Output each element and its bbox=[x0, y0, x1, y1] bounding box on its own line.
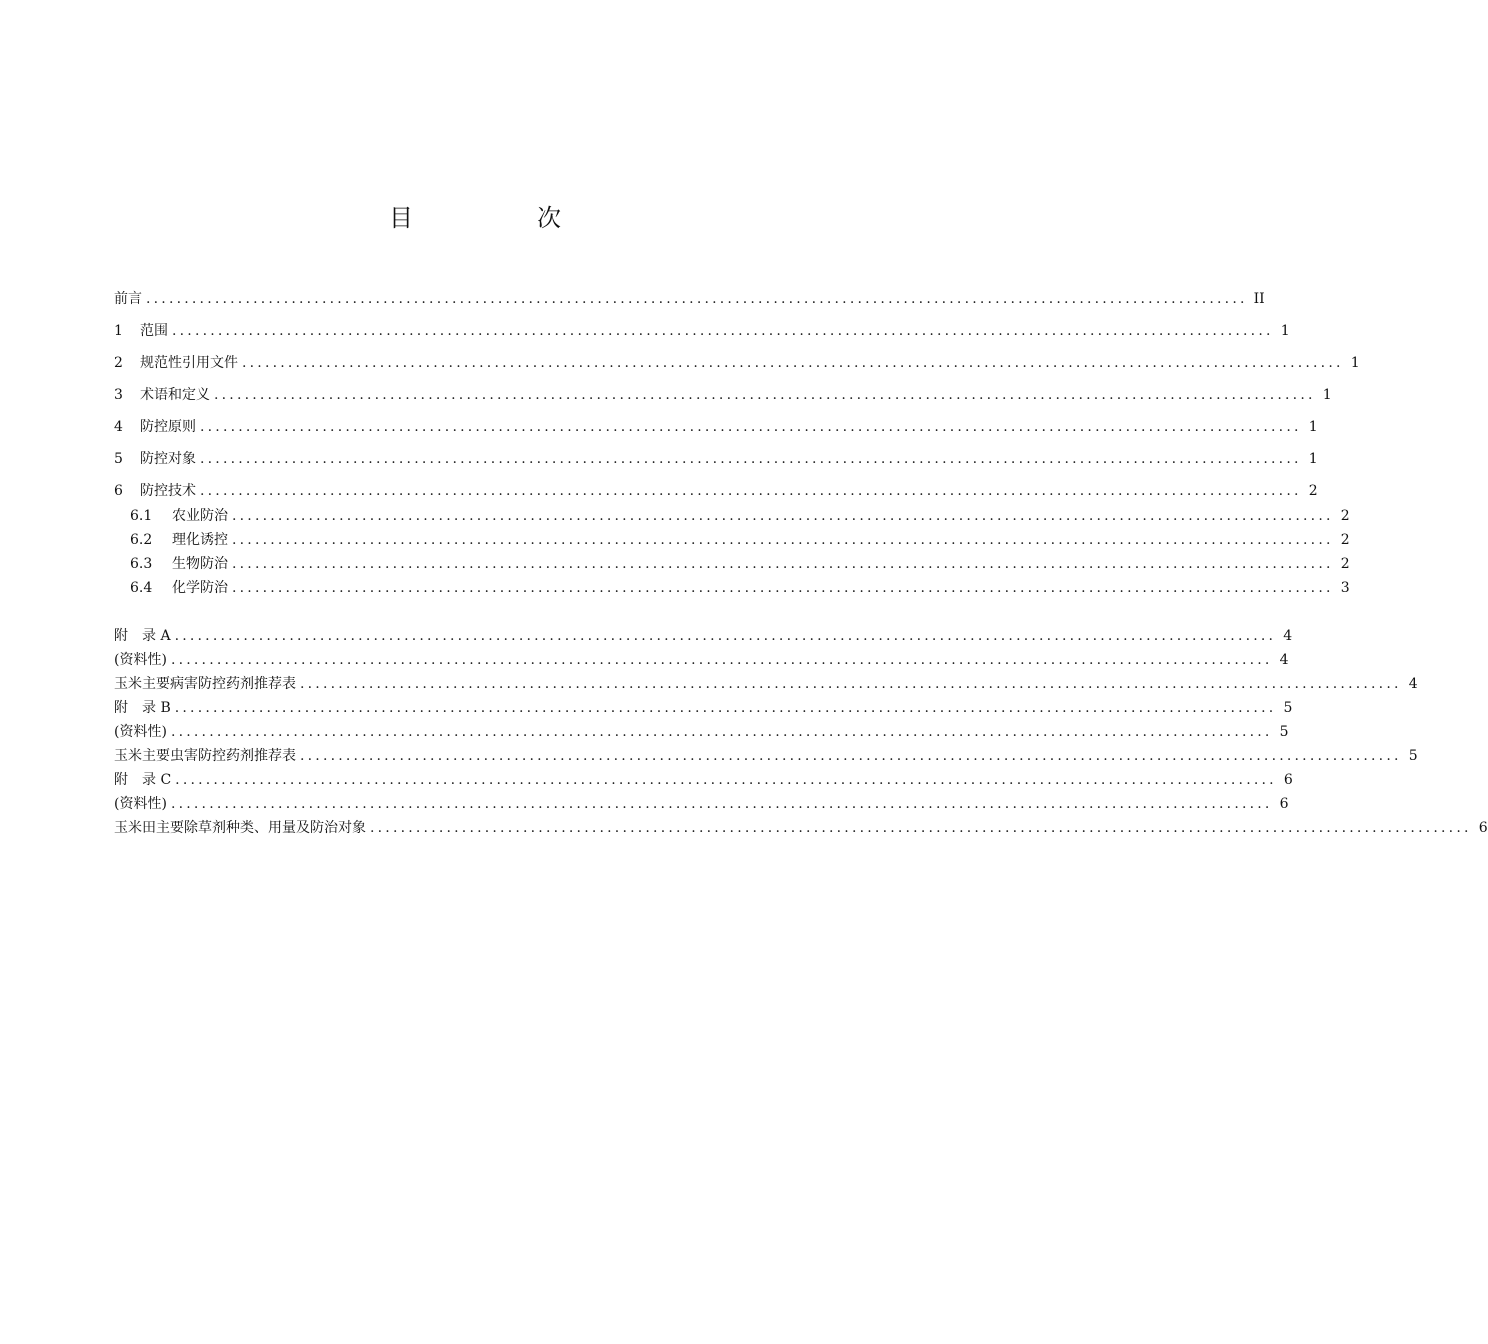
toc-label: 附 录 B bbox=[114, 700, 171, 716]
toc-entry-appendix-a[interactable] bbox=[114, 625, 1293, 647]
leader-dots: ................................................................................................................................................ bbox=[170, 652, 1273, 668]
toc-page-number: 1 bbox=[1308, 451, 1318, 467]
leader-dots: ................................................................................................................................................ bbox=[242, 355, 1344, 371]
toc-page-number: 2 bbox=[1340, 508, 1350, 524]
toc-page-number: 5 bbox=[1279, 724, 1289, 740]
toc-entry-physical-control[interactable] bbox=[130, 529, 1350, 551]
toc-section-number: 6 bbox=[114, 483, 123, 499]
toc-page-number: 6 bbox=[1283, 772, 1293, 788]
toc-entry-preface[interactable] bbox=[114, 288, 1265, 310]
leader-dots: ................................................................................................................................................ bbox=[146, 291, 1248, 307]
toc-label: 防控原则 bbox=[140, 419, 196, 435]
leader-dots: ................................................................................................................................................ bbox=[232, 556, 1334, 572]
toc-section-number: 6.1 bbox=[130, 508, 153, 524]
toc-label: 玉米主要虫害防控药剂推荐表 bbox=[114, 748, 296, 764]
toc-section-number: 4 bbox=[114, 419, 123, 435]
toc-section-number: 6.4 bbox=[130, 580, 153, 596]
toc-entry-biological-control[interactable] bbox=[130, 553, 1350, 575]
leader-dots: ................................................................................................................................................ bbox=[232, 532, 1334, 548]
toc-page-number: 1 bbox=[1350, 355, 1360, 371]
leader-dots: ................................................................................................................................................ bbox=[200, 483, 1302, 499]
toc-label: 防控对象 bbox=[140, 451, 196, 467]
toc-label: (资料性) bbox=[114, 796, 167, 812]
toc-entry-appendix-c-type[interactable] bbox=[114, 793, 1289, 815]
toc-entry-normative-references[interactable] bbox=[114, 352, 1360, 374]
leader-dots: ................................................................................................................................................ bbox=[200, 451, 1302, 467]
leader-dots: ................................................................................................................................................ bbox=[232, 508, 1334, 524]
toc-label: 规范性引用文件 bbox=[140, 355, 238, 371]
toc-page-number: 3 bbox=[1340, 580, 1350, 596]
toc-section-number: 6.2 bbox=[130, 532, 153, 548]
toc-entry-appendix-a-title[interactable] bbox=[114, 673, 1418, 695]
toc-page-number: 1 bbox=[1308, 419, 1318, 435]
toc-entry-appendix-c-title[interactable] bbox=[114, 817, 1488, 839]
leader-dots: ................................................................................................................................................ bbox=[300, 676, 1402, 692]
toc-label: 术语和定义 bbox=[140, 387, 210, 403]
leader-dots: ................................................................................................................................................ bbox=[175, 772, 1277, 788]
toc-label: 附 录 A bbox=[114, 628, 171, 644]
toc-page-number: II bbox=[1253, 291, 1265, 307]
toc-page-number: 1 bbox=[1322, 387, 1332, 403]
toc-page-number: 5 bbox=[1408, 748, 1418, 764]
toc-page-number: 2 bbox=[1340, 556, 1350, 572]
toc-section-number: 1 bbox=[114, 323, 123, 339]
toc-page-number: 1 bbox=[1280, 323, 1290, 339]
leader-dots: ................................................................................................................................................ bbox=[170, 796, 1273, 812]
toc-label: 玉米田主要除草剂种类、用量及防治对象 bbox=[114, 820, 366, 836]
toc-label: 化学防治 bbox=[172, 580, 228, 596]
toc-section-number: 5 bbox=[114, 451, 123, 467]
toc-entry-principles[interactable] bbox=[114, 416, 1318, 438]
toc-section-number: 6.3 bbox=[130, 556, 153, 572]
toc-label: 理化诱控 bbox=[172, 532, 228, 548]
toc-entry-agricultural-control[interactable] bbox=[130, 505, 1350, 527]
toc-page-number: 4 bbox=[1279, 652, 1289, 668]
toc-entry-scope[interactable] bbox=[114, 320, 1290, 342]
toc-entry-terms[interactable] bbox=[114, 384, 1332, 406]
leader-dots: ................................................................................................................................................ bbox=[300, 748, 1402, 764]
toc-entry-techniques[interactable] bbox=[114, 480, 1318, 502]
toc-label: 农业防治 bbox=[172, 508, 228, 524]
leader-dots: ................................................................................................................................................ bbox=[214, 387, 1316, 403]
toc-label: (资料性) bbox=[114, 652, 167, 668]
toc-page-number: 4 bbox=[1408, 676, 1418, 692]
toc-label: 玉米主要病害防控药剂推荐表 bbox=[114, 676, 296, 692]
toc-page-number: 2 bbox=[1340, 532, 1350, 548]
toc-entry-targets[interactable] bbox=[114, 448, 1318, 470]
toc-section-number: 3 bbox=[114, 387, 123, 403]
toc-entry-appendix-a-type[interactable] bbox=[114, 649, 1289, 671]
leader-dots: ................................................................................................................................................ bbox=[172, 323, 1274, 339]
leader-dots: ................................................................................................................................................ bbox=[174, 700, 1277, 716]
leader-dots: ................................................................................................................................................ bbox=[174, 628, 1277, 644]
toc-page-number: 6 bbox=[1279, 796, 1289, 812]
toc-entry-appendix-b-type[interactable] bbox=[114, 721, 1289, 743]
toc-label: 生物防治 bbox=[172, 556, 228, 572]
toc-label: 防控技术 bbox=[140, 483, 196, 499]
toc-label: (资料性) bbox=[114, 724, 167, 740]
toc-entry-appendix-b-title[interactable] bbox=[114, 745, 1418, 767]
leader-dots: ................................................................................................................................................ bbox=[170, 724, 1273, 740]
toc-entry-chemical-control[interactable] bbox=[130, 577, 1350, 599]
toc-page-number: 2 bbox=[1308, 483, 1318, 499]
toc-entry-appendix-b[interactable] bbox=[114, 697, 1293, 719]
leader-dots: ................................................................................................................................................ bbox=[232, 580, 1334, 596]
toc-section-number: 2 bbox=[114, 355, 123, 371]
page-title: 目 次 bbox=[389, 204, 611, 232]
toc-page-number: 4 bbox=[1283, 628, 1293, 644]
toc-label: 前言 bbox=[114, 291, 142, 307]
toc-page-number: 6 bbox=[1478, 820, 1488, 836]
toc-label: 范围 bbox=[140, 323, 168, 339]
toc-entry-appendix-c[interactable] bbox=[114, 769, 1293, 791]
leader-dots: ................................................................................................................................................ bbox=[370, 820, 1472, 836]
toc-page-number: 5 bbox=[1283, 700, 1293, 716]
leader-dots: ................................................................................................................................................ bbox=[200, 419, 1302, 435]
toc-label: 附 录 C bbox=[114, 772, 172, 788]
